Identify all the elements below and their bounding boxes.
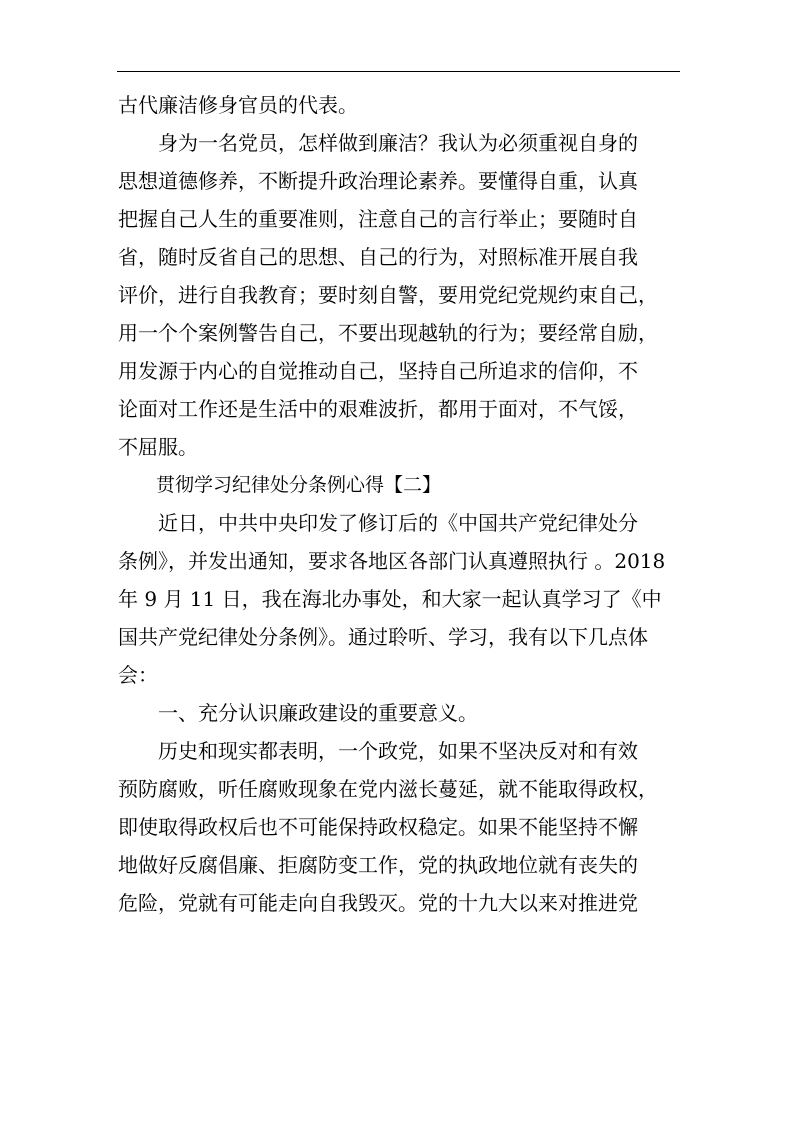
text-line: 危险，党就有可能走向自我毁灭。党的十九大以来对推进党 [118,891,638,915]
text-line: 用一个个案例警告自己，不要出现越轨的行为；要经常自励， [118,321,658,345]
header-rule [117,71,680,72]
text-line: 省，随时反省自己的思想、自己的行为，对照标准开展自我 [118,245,638,269]
text-line: 年 9 月 11 日，我在海北办事处，和大家一起认真学习了《中 [118,587,662,611]
text-line: 条例》，并发出通知，要求各地区各部门认真遵照执行 。2018 [118,549,666,573]
text-line: 不屈服。 [118,435,198,459]
text-line: 评价，进行自我教育；要时刻自警，要用党纪党规约束自己， [118,283,658,307]
text-line: 国共产党纪律处分条例》。通过聆听、学习，我有以下几点体 [118,625,648,649]
text-line: 近日，中共中央印发了修订后的《中国共产党纪律处分 [118,511,638,535]
text-line: 论面对工作还是生活中的艰难波折，都用于面对，不气馁， [118,397,638,421]
document-body [118,86,678,922]
text-line: 预防腐败，听任腐败现象在党内滋长蔓延，就不能取得政权， [118,777,658,801]
text-line: 古代廉洁修身官员的代表。 [118,93,358,117]
text-line: 把握自己人生的重要准则，注意自己的言行举止；要随时自 [118,207,638,231]
text-line: 会： [118,663,158,687]
text-line: 即使取得政权后也不可能保持政权稳定。如果不能坚持不懈 [118,815,638,839]
section-heading: 贯彻学习纪律处分条例心得【二】 [118,474,442,496]
text-line: 用发源于内心的自觉推动自己，坚持自己所追求的信仰，不 [118,359,638,383]
text-line: 身为一名党员，怎样做到廉洁？我认为必须重视自身的 [118,131,638,155]
text-line: 地做好反腐倡廉、拒腐防变工作，党的执政地位就有丧失的 [118,853,638,877]
subheading-line: 一、充分认识廉政建设的重要意义。 [118,701,478,725]
text-line: 思想道德修养，不断提升政治理论素养。要懂得自重，认真 [118,169,638,193]
text-line: 历史和现实都表明，一个政党，如果不坚决反对和有效 [118,739,638,763]
